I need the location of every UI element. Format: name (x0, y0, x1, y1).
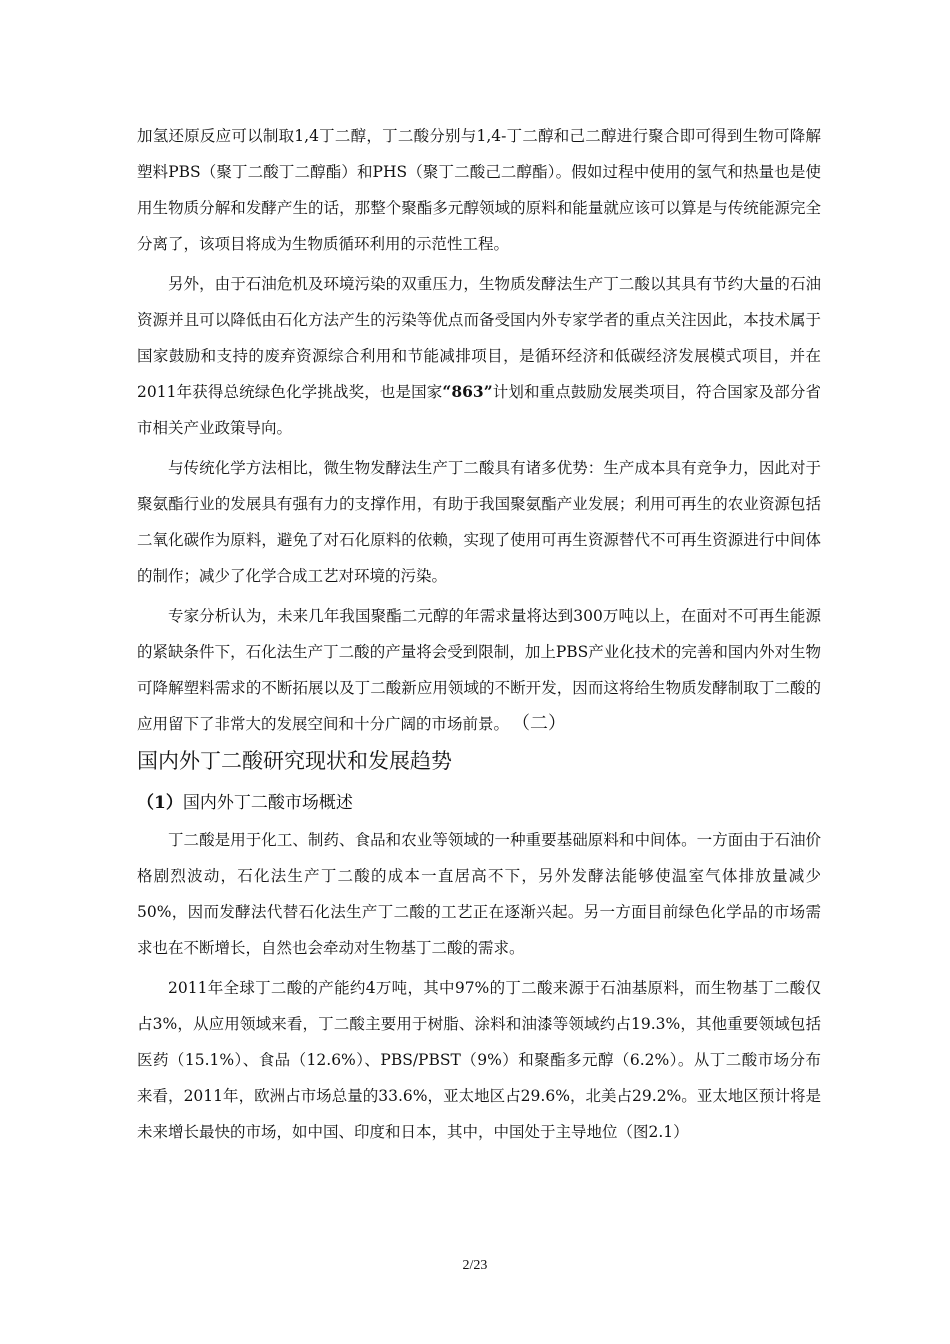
paragraph-6 (137, 970, 821, 1150)
paragraph-2-text-start: 另外，由于石油危机及环境污染的双重压力，生物质发酵法生产丁二酸以其具有节约大量的石油资源并且可以降低由石化方法产生的污染等优点而备受国内外专家学者的重点关注因此，本技术属于国家鼓励和支持的废弃资源综合利用和节能减排项目，是循环经济和低碳经济发展模式项目，并在2011年获得总统绿色化学挑战奖，也是国家 (137, 275, 821, 401)
document-body (137, 118, 821, 1150)
section-heading: 国内外丁二酸研究现状和发展趋势 (137, 749, 452, 773)
paragraph-2-text-end: 计划和重点鼓励发展类项目，符合国家及部分省市相关产业政策导向。 (137, 383, 821, 437)
paragraph-5-text: 丁二酸是用于化工、制药、食品和农业等领域的一种重要基础原料和中间体。一方面由于石油价格剧烈波动，石化法生产丁二酸的成本一直居高不下，另外发酵法能够使温室气体排放量减少50%，因而发酵法代替石化法生产丁二酸的工艺正在逐渐兴起。另一方面目前绿色化学品的市场需求也在不断增长，自然也会牵动对生物基丁二酸的需求。 (137, 831, 821, 957)
paragraph-6-text: 2011年全球丁二酸的产能约4万吨，其中97%的丁二酸来源于石油基原料，而生物基丁二酸仅占3%，从应用领域来看，丁二酸主要用于树脂、涂料和油漆等领域约占19.3%，其他重要领域包括医药（15.1%）、食品（12.6%）、PBS/PBST（9%）和聚酯多元醇（6.2%）。从丁二酸市场分布来看，2011年，欧洲占市场总量的33.6%，亚太地区占29.6%，北美占29.2%。亚太地区预计将是未来增长最快的市场，如中国、印度和日本，其中，中国处于主导地位（图2.1） (137, 979, 821, 1141)
subsection-heading (137, 786, 821, 820)
paragraph-4-text: 专家分析认为，未来几年我国聚酯二元醇的年需求量将达到300万吨以上，在面对不可再生能源的紧缺条件下，石化法生产丁二酸的产量将会受到限制，加上PBS产业化技术的完善和国内外对生物可降解塑料需求的不断拓展以及丁二酸新应用领域的不断开发，因而这将给生物质发酵制取丁二酸的应用留下了非常大的发展空间和十分广阔的市场前景。 (137, 607, 821, 733)
paragraph-1-text: 加氢还原反应可以制取1,4丁二醇，丁二酸分别与1,4-丁二醇和己二醇进行聚合即可得到生物可降解塑料PBS（聚丁二酸丁二醇酯）和PHS（聚丁二酸己二醇酯）。假如过程中使用的氢气和热量也是使用生物质分解和发酵产生的话，那整个聚酯多元醇领域的原料和能量就应该可以算是与传统能源完全分离了，该项目将成为生物质循环利用的示范性工程。 (137, 127, 821, 253)
paragraph-4 (137, 598, 821, 742)
page-number: 2/23 (462, 1258, 488, 1273)
paragraph-2-bold-863: “863” (442, 382, 493, 401)
paragraph-5 (137, 822, 821, 966)
paragraph-3 (137, 450, 821, 594)
paragraph-2 (137, 266, 821, 446)
heading-2-prefix: （二） (521, 713, 567, 734)
paragraph-1 (137, 118, 821, 262)
paragraph-3-text: 与传统化学方法相比，微生物发酵法生产丁二酸具有诸多优势：生产成本具有竞争力，因此对于聚氨酯行业的发展具有强有力的支撑作用，有助于我国聚氨酯产业发展；利用可再生的农业资源包括二氧化碳作为原料，避免了对石化原料的依赖，实现了使用可再生资源替代不可再生资源进行中间体的制作；减少了化学合成工艺对环境的污染。 (137, 459, 821, 585)
subsection-title: 国内外丁二酸市场概述 (182, 793, 353, 813)
subsection-number: （1） (137, 793, 183, 813)
